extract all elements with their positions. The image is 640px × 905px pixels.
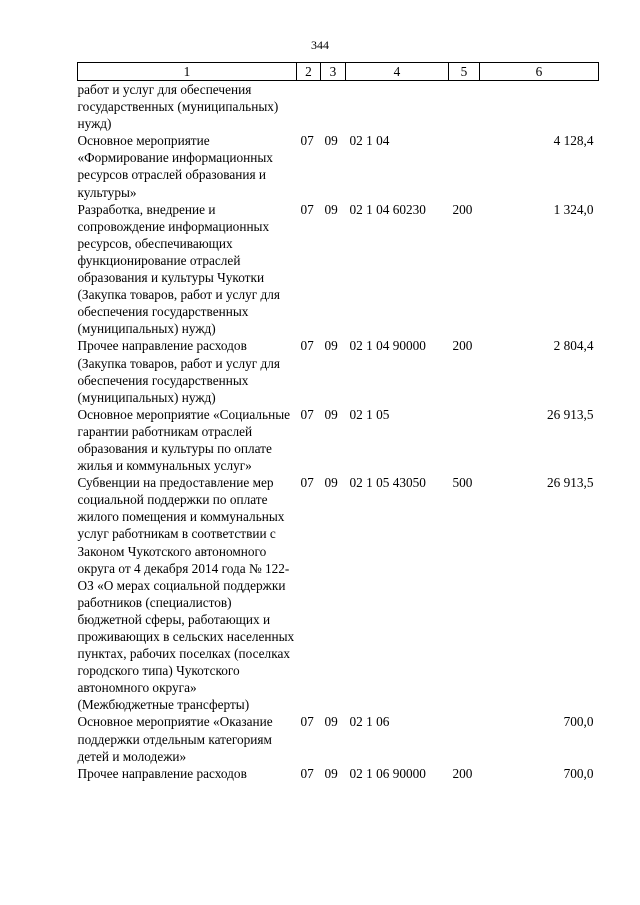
header-cell: 3 [321, 63, 346, 81]
row-sum: 1 324,0 [553, 201, 594, 217]
row-csr: 02 1 05 [349, 406, 390, 422]
row-pr: 09 [324, 201, 338, 217]
row-rz: 07 [300, 475, 314, 491]
row-sum: 26 913,5 [546, 475, 594, 491]
row-name: Прочее направление расходов (Закупка товаров, работ и услуг для обеспечения государственных (муниципальных) нужд) [77, 338, 281, 405]
row-name: Основное мероприятие «Социальные гарантии работникам отраслей образования и культуры по оплате жилья и коммунальных услуг» [77, 406, 291, 474]
row-sum: 26 913,5 [546, 406, 594, 422]
row-vr [449, 713, 480, 764]
row-csr: 02 1 04 60230 [349, 201, 426, 217]
row-rz: 07 [300, 201, 314, 217]
table-row [78, 713, 599, 764]
row-vr: 200 [452, 338, 473, 354]
header-cell: 1 [78, 63, 297, 81]
page-number: 344 [311, 38, 329, 52]
row-rz: 07 [300, 406, 314, 422]
header-cell: 6 [480, 63, 599, 81]
row-csr: 02 1 06 [349, 714, 390, 730]
table-row [78, 132, 599, 200]
table-row [78, 337, 599, 405]
table-row [78, 81, 599, 133]
row-vr [449, 406, 480, 474]
table-row [78, 406, 599, 474]
row-pr: 09 [324, 338, 338, 354]
row-sum: 700,0 [563, 765, 594, 781]
header-cell: 5 [449, 63, 480, 81]
row-csr: 02 1 04 90000 [349, 338, 426, 354]
row-sum: 700,0 [563, 714, 594, 730]
row-name: Разработка, внедрение и сопровождение информационных ресурсов, обеспечивающих функционирование отраслей образования и культуры Чукотки (Закупка товаров, работ и услуг для обеспечения государственных (муниципальных) нужд) [77, 201, 281, 337]
row-rz: 07 [300, 765, 314, 781]
row-name: Субвенции на предоставление мер социальной поддержки по оплате жилого помещения и коммунальных услуг работникам в соответствии с Законом Чукотского автономного округа от 4 декабря 2014 года № 122-ОЗ «О мерах социальной поддержки работников (специалистов) бюджетной сферы, работающих и проживающих в сельских населенных пунктах, рабочих поселках (поселках городского типа) Чукотского автономного округа» (Межбюджетные трансферты) [77, 475, 295, 713]
row-name: Прочее направление расходов [77, 765, 247, 781]
table-row [78, 765, 599, 782]
header-cell: 4 [346, 63, 449, 81]
row-pr: 09 [324, 765, 338, 781]
row-pr: 09 [324, 714, 338, 730]
continuation-text: работ и услуг для обеспечения государственных (муниципальных) нужд) [77, 82, 279, 132]
row-rz: 07 [300, 714, 314, 730]
row-pr: 09 [324, 406, 338, 422]
row-vr: 500 [452, 475, 473, 491]
row-vr [449, 132, 480, 200]
row-rz: 07 [300, 133, 314, 149]
header-row [78, 63, 599, 81]
budget-table [77, 62, 599, 782]
row-name: Основное мероприятие «Формирование информационных ресурсов отраслей образования и культуры» [77, 133, 273, 200]
table-row [78, 201, 599, 338]
row-pr: 09 [324, 475, 338, 491]
row-csr: 02 1 06 90000 [349, 765, 426, 781]
row-sum: 4 128,4 [553, 133, 594, 149]
row-sum: 2 804,4 [553, 338, 594, 354]
table-row [78, 474, 599, 713]
row-vr: 200 [452, 201, 473, 217]
header-cell: 2 [297, 63, 321, 81]
row-csr: 02 1 05 43050 [349, 475, 426, 491]
row-name: Основное мероприятие «Оказание поддержки отдельным категориям детей и молодежи» [77, 714, 273, 764]
row-csr: 02 1 04 [349, 133, 390, 149]
row-pr: 09 [324, 133, 338, 149]
row-vr: 200 [452, 765, 473, 781]
row-rz: 07 [300, 338, 314, 354]
